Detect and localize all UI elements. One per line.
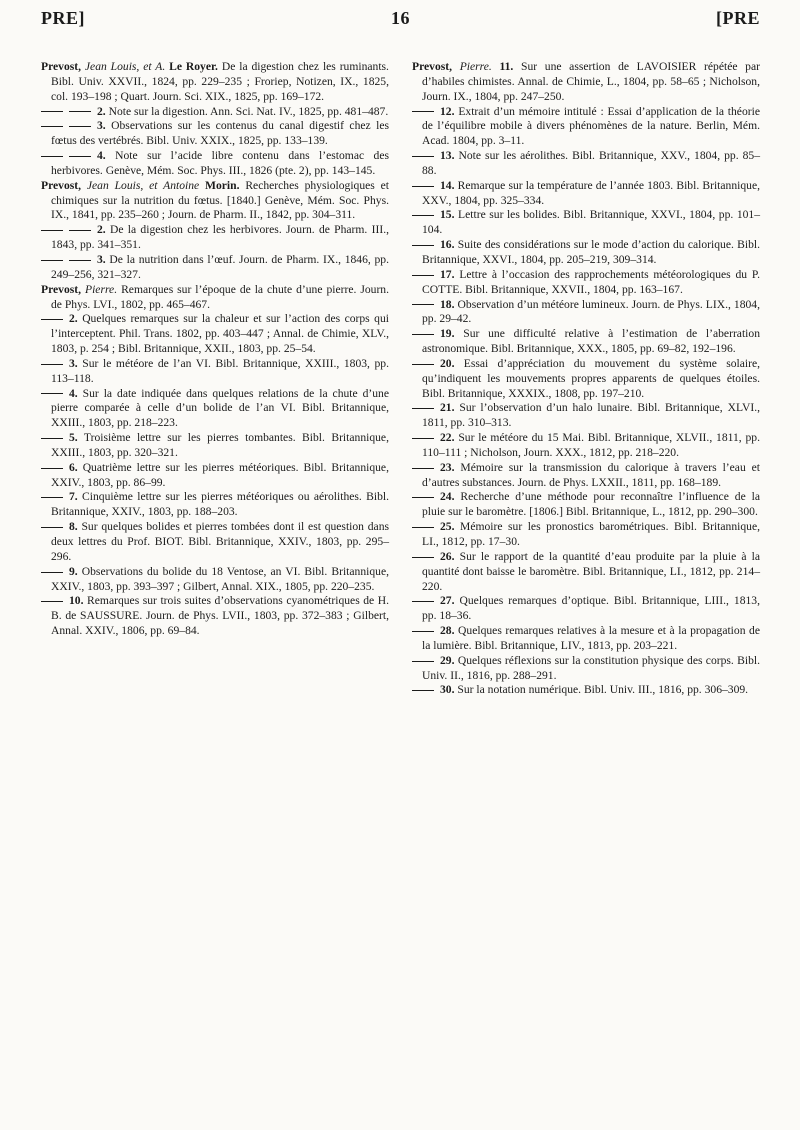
entry-number: 19. (440, 327, 455, 341)
bibliography-entry (41, 283, 389, 313)
bibliography-entry (41, 490, 389, 520)
bibliography-entry (412, 327, 760, 357)
bibliography-entry (412, 238, 760, 268)
author-given-name: Jean Louis, (86, 178, 144, 192)
ditto-rule (412, 438, 434, 439)
entry-text: Suite des considérations sur le mode d’action du calorique. Bibl. Britannique, XXVI., 1804, pp. 205–219, 309–314. (422, 238, 760, 266)
entry-text: Essai d’appréciation du mouvement du système solaire, qu’indiquent les mouvements propres apparents de quelques étoiles. Bibl. Britannique, XXXIX., 1808, pp. 197–210. (422, 356, 760, 400)
running-head-left: PRE] (41, 8, 85, 28)
entry-text: Recherches physiologiques et chimiques sur la nutrition du fœtus. [1840.] Genève, Mém. Soc. Phys. IX., 1841, pp. 235–260 ; Journ. de Pharm. II., 1842, pp. 304–311. (51, 178, 389, 222)
entry-text: Sur la date indiquée dans quelques relations de la chute d’une pierre comparée à celle d’un bolide de l’an VI. Bibl. Britannique, XXIII., 1803, pp. 218–223. (51, 386, 389, 430)
ditto-rule (412, 364, 434, 365)
left-column (41, 60, 389, 698)
bibliography-entry (41, 119, 389, 149)
entry-author (412, 60, 492, 73)
entry-number: 26. (440, 549, 455, 563)
entry-author (41, 283, 117, 296)
coauthor-given-name: et Antoine (149, 178, 200, 192)
entry-text: Sur le météore du 15 Mai. Bibl. Britannique, XLVII., 1811, pp. 110–111 ; Nicholson, Journ. XXX., 1812, pp. 218–220. (422, 431, 760, 459)
ditto-rule (412, 468, 434, 469)
bibliography-entry (41, 594, 389, 639)
bibliography-entry (41, 223, 389, 253)
ditto-rule (412, 245, 434, 246)
entry-text: Quatrième lettre sur les pierres météoriques. Bibl. Britannique, XXIV., 1803, pp. 86–99. (51, 460, 389, 489)
entry-number: 14. (440, 178, 455, 192)
ditto-rule (412, 690, 434, 691)
author-surname: Prevost, (41, 178, 82, 192)
two-column-body (41, 60, 760, 698)
entry-number: 10. (69, 594, 84, 608)
author-given-name: Pierre. (459, 60, 492, 73)
entry-number: 30. (440, 683, 455, 697)
entry-number: 2. (97, 104, 106, 118)
ditto-rule (69, 126, 91, 127)
ditto-rule (69, 156, 91, 157)
ditto-rule (412, 557, 434, 558)
ditto-rule (412, 631, 434, 632)
entry-number: 4. (97, 149, 106, 163)
entry-text: Sur l’observation d’un halo lunaire. Bibl. Britannique, XLVI., 1811, pp. 310–313. (422, 401, 760, 430)
ditto-rule (41, 111, 63, 112)
author-surname: Prevost, (41, 282, 82, 296)
entry-text: Sur le météore de l’an VI. Bibl. Britannique, XXIII., 1803, pp. 113–118. (51, 356, 390, 385)
entry-number: 3. (97, 252, 106, 266)
entry-text: Quelques remarques sur la chaleur et sur l’action des corps qui l’interceptent. Phil. Trans. 1802, pp. 403–447 ; Annal. de Chimie, XLV., 1803, p. 254 ; Bibl. Britannique, XXII., 1803, pp. 25–54. (51, 312, 389, 356)
entry-text: Quelques réflexions sur la constitution physique des corps. Bibl. Univ. II., 1816, pp. 288–291. (422, 653, 760, 682)
bibliography-entry (412, 105, 760, 150)
entry-text: Remarques sur trois suites d’observations cyanométriques de H. B. de SAUSSURE. Journ. de Phys. LVII., 1803, pp. 372–383 ; Gilbert, Annal. XXIV., 1806, pp. 69–84. (51, 594, 389, 638)
entry-number: 5. (69, 431, 78, 445)
ditto-rule (412, 334, 434, 335)
entry-text: Quelques remarques d’optique. Bibl. Britannique, LIII., 1813, pp. 18–36. (422, 594, 760, 623)
entry-number: 24. (440, 490, 455, 504)
entry-number: 2. (97, 223, 106, 237)
entry-number: 22. (440, 431, 455, 445)
ditto-rule (41, 572, 63, 573)
bibliography-entry (412, 268, 760, 298)
bibliography-entry (41, 179, 389, 224)
coauthor-surname: Morin. (205, 178, 240, 192)
entry-text: Sur quelques bolides et pierres tombées dont il est question dans deux lettres du Prof. BIOT. Bibl. Britannique, XXIV., 1803, pp. 295–296. (51, 520, 390, 563)
entry-text: Observation d’un météore lumineux. Journ. de Phys. LIX., 1804, pp. 29–42. (422, 297, 761, 326)
ditto-rule (41, 601, 63, 602)
entry-number: 18. (440, 297, 455, 311)
entry-text: Note sur la digestion. Ann. Sci. Nat. IV., 1825, pp. 481–487. (108, 104, 389, 118)
entry-number: 3. (97, 119, 106, 133)
bibliography-entry (412, 149, 760, 179)
ditto-rule (41, 156, 63, 157)
running-head-right: [PRE (716, 8, 760, 28)
entry-text: De la digestion chez les herbivores. Journ. de Pharm. III., 1843, pp. 341–351. (51, 223, 389, 252)
ditto-rule (69, 260, 91, 261)
ditto-rule (412, 497, 434, 498)
ditto-rule (41, 319, 63, 320)
ditto-rule (41, 438, 63, 439)
entry-number: 16. (440, 238, 455, 252)
bibliography-entry (412, 357, 760, 402)
ditto-rule (41, 393, 63, 394)
ditto-rule (412, 304, 434, 305)
entry-number: 12. (440, 104, 455, 118)
ditto-rule (41, 497, 63, 498)
ditto-rule (412, 111, 434, 112)
bibliography-entry (412, 624, 760, 654)
bibliography-entry (412, 461, 760, 491)
entry-text: Note sur les aérolithes. Bibl. Britannique, XXV., 1804, pp. 85–88. (422, 149, 761, 177)
right-column (412, 60, 760, 698)
bibliography-entry (412, 60, 760, 105)
bibliography-entry (41, 461, 389, 491)
coauthor-surname: Le Royer. (169, 60, 218, 73)
bibliography-entry (412, 683, 760, 698)
bibliography-entry (412, 594, 760, 624)
entry-number: 7. (69, 490, 78, 504)
bibliography-entry (412, 401, 760, 431)
bibliography-entry (412, 431, 760, 461)
entry-number: 27. (440, 594, 455, 608)
bibliography-entry (41, 105, 389, 120)
entry-text: Sur la notation numérique. Bibl. Univ. III., 1816, pp. 306–309. (457, 683, 749, 697)
ditto-rule (41, 364, 63, 365)
ditto-rule (412, 186, 434, 187)
author-given-name: Jean Louis, (84, 60, 140, 73)
entry-text: Extrait d’un mémoire intitulé : Essai d’application de la théorie de l’équilibre mobile à divers phénomènes de la nature. Berlin, Mém. Acad. 1804, pp. 3–11. (422, 104, 760, 148)
entry-number: 3. (69, 356, 78, 370)
bibliography-entry (412, 179, 760, 209)
entry-text: De la nutrition dans l’œuf. Journ. de Pharm. IX., 1846, pp. 249–256, 321–327. (51, 252, 389, 281)
ditto-rule (41, 527, 63, 528)
bibliography-entry (41, 387, 389, 432)
ditto-rule (69, 230, 91, 231)
entry-text: Remarque sur la température de l’année 1803. Bibl. Britannique, XXV., 1804, pp. 325–334. (422, 178, 761, 207)
ditto-rule (412, 601, 434, 602)
bibliography-entry (412, 298, 760, 328)
ditto-rule (412, 661, 434, 662)
entry-number: 23. (440, 460, 455, 474)
ditto-rule (412, 527, 434, 528)
bibliography-entry (41, 149, 389, 179)
ditto-rule (41, 260, 63, 261)
running-head (41, 8, 760, 38)
entry-text: Recherche d’une méthode pour reconnaître l’influence de la pluie sur le baromètre. [1806.] Bibl. Britannique, L., 1812, pp. 290–300. (422, 490, 760, 519)
ditto-rule (41, 468, 63, 469)
entry-number: 29. (440, 653, 455, 667)
entry-author (41, 179, 239, 192)
ditto-rule (41, 230, 63, 231)
entry-text: Note sur l’acide libre contenu dans l’estomac des herbivores. Genève, Mém. Soc. Phys. III., 1826 (pte. 2), pp. 143–145. (51, 149, 389, 177)
entry-number: 2. (69, 312, 78, 326)
entry-number: 4. (69, 386, 78, 400)
entry-number: 25. (440, 520, 455, 534)
entry-number: 15. (440, 208, 455, 222)
bibliography-entry (41, 253, 389, 283)
entry-author (41, 60, 218, 73)
entry-text: De la digestion chez les ruminants. Bibl. Univ. XXVII., 1824, pp. 229–235 ; Froriep, Notizen, IX., 1825, col. 193–198 ; Quart. Journ. Sci. XIX., 1825, pp. 169–172. (51, 60, 389, 103)
bibliography-entry (41, 431, 389, 461)
entry-text: Mémoire sur la transmission du calorique à travers l’eau et d’autres substances. Journ. de Phys. LXXII., 1811, pp. 168–189. (422, 460, 760, 489)
entry-number: 6. (69, 460, 78, 474)
ditto-rule (41, 126, 63, 127)
entry-text: Sur le rapport de la quantité d’eau produite par la pluie à la quantité dont baisse le baromètre. Bibl. Britannique, LI., 1812, pp. 214–220. (422, 549, 761, 593)
bibliography-entry (41, 60, 389, 105)
entry-text: Quelques remarques relatives à la mesure et à la propagation de la lumière. Bibl. Britannique, LIV., 1813, pp. 203–221. (422, 624, 760, 652)
entry-number: 8. (69, 520, 78, 534)
entry-text: Observations du bolide du 18 Ventose, an VI. Bibl. Britannique, XXIV., 1803, pp. 393–397 ; Gilbert, Annal. XIX., 1805, pp. 220–235. (51, 564, 389, 593)
bibliography-entry (412, 490, 760, 520)
bibliography-entry (41, 565, 389, 595)
entry-text: Lettre sur les bolides. Bibl. Britannique, XXVI., 1804, pp. 101–104. (422, 208, 761, 237)
entry-number: 13. (440, 149, 455, 163)
bibliography-entry (412, 520, 760, 550)
bibliography-entry (412, 550, 760, 595)
entry-number: 20. (440, 356, 455, 370)
entry-text: Troisième lettre sur les pierres tombantes. Bibl. Britannique, XXIII., 1803, pp. 320–321. (51, 431, 389, 459)
author-given-name: Pierre. (85, 282, 118, 296)
coauthor-given-name: et A. (143, 60, 166, 73)
ditto-rule (412, 408, 434, 409)
bibliography-entry (412, 208, 760, 238)
entry-text: Remarques sur l’époque de la chute d’une pierre. Journ. de Phys. LVI., 1802, pp. 465–467. (51, 282, 390, 311)
ditto-rule (412, 156, 434, 157)
entry-number: 11. (499, 60, 514, 73)
ditto-rule (69, 111, 91, 112)
entry-number: 17. (440, 267, 455, 281)
bibliography-entry (41, 357, 389, 387)
entry-text: Observations sur les contenus du canal digestif chez les fœtus des vertébrés. Bibl. Univ. XXIX., 1825, pp. 133–139. (51, 119, 389, 148)
author-surname: Prevost, (41, 60, 82, 73)
bibliography-entry (412, 654, 760, 684)
entry-text: Mémoire sur les pronostics barométriques. Bibl. Britannique, LI., 1812, pp. 17–30. (422, 520, 760, 548)
ditto-rule (412, 215, 434, 216)
entry-number: 9. (69, 564, 78, 578)
entry-number: 21. (440, 401, 455, 415)
entry-text: Sur une difficulté relative à l’estimation de l’aberration astronomique. Bibl. Britannique, XXX., 1805, pp. 69–82, 192–196. (422, 327, 760, 356)
bibliography-entry (41, 520, 389, 565)
page-number: 16 (391, 8, 410, 28)
author-surname: Prevost, (412, 60, 453, 73)
entry-text: Lettre à l’occasion des rapprochements météorologiques du P. COTTE. Bibl. Britannique, XXVII., 1804, pp. 163–167. (422, 267, 760, 296)
entry-number: 28. (440, 624, 455, 638)
bibliography-entry (41, 312, 389, 357)
ditto-rule (412, 275, 434, 276)
entry-text: Sur une assertion de LAVOISIER répétée par d’habiles chimistes. Annal. de Chimie, L., 1804, pp. 58–65 ; Nicholson, Journ. IX., 1804, pp. 247–250. (422, 60, 760, 103)
entry-text: Cinquième lettre sur les pierres météoriques ou aérolithes. Bibl. Britannique, XXIV., 1803, pp. 188–203. (51, 490, 389, 519)
